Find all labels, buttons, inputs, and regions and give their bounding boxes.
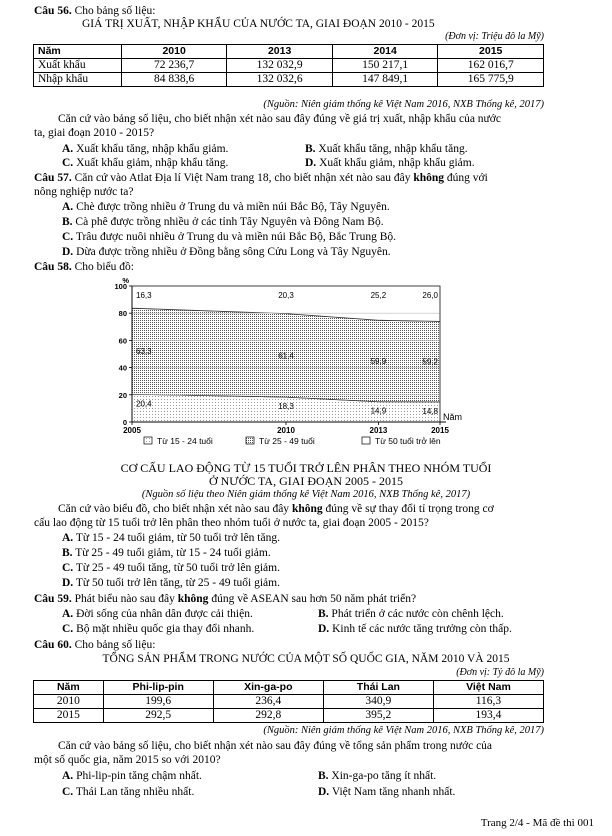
q60-table-title: TỔNG SẢN PHẨM TRONG NƯỚC CỦA MỘT SỐ QUỐC GIA, NĂM 2010 VÀ 2015	[102, 653, 510, 665]
legend-swatch	[246, 437, 254, 444]
table-header-cell: Phi-lip-pin	[103, 681, 213, 695]
y-tick-label: 20	[118, 390, 127, 400]
table-cell: 147 849,1	[332, 73, 438, 87]
q58-source: (Nguồn số liệu theo Niên giám thống kê Việt Nam 2016, NXB Thống kê, 2017)	[141, 489, 471, 500]
q60-source: (Nguồn: Niên giám thống kê Việt Nam 2016, NXB Thống kê, 2017)	[263, 725, 544, 736]
data-label: 14,9	[370, 406, 387, 416]
q56-question-line1: Căn cứ vào bảng số liệu, cho biết nhận xét nào sau đây đúng về giá trị xuất, nhập khẩu của nước	[58, 113, 501, 125]
q56-option-c[interactable]: C. Xuất khẩu giảm, nhập khẩu tăng.	[62, 157, 229, 169]
table-header-cell: Việt Nam	[433, 681, 543, 695]
y-tick-label: 100	[114, 282, 127, 291]
table-cell: 340,9	[323, 695, 433, 709]
table-header-cell: Thái Lan	[323, 681, 433, 695]
q56-stem: Câu 56. Cho bảng số liệu:	[34, 5, 156, 17]
data-label: 16,3	[136, 291, 152, 300]
q60-option-d[interactable]: D. Việt Nam tăng nhanh nhất.	[318, 786, 456, 798]
q58-question-line2: cấu lao động từ 15 tuổi trở lên phân theo nhóm tuổi ở nước ta, giai đoạn 2005 - 2015?	[34, 517, 429, 529]
q58-option-a[interactable]: A. Từ 15 - 24 tuổi giảm, từ 50 tuổi trở lên tăng.	[62, 532, 280, 544]
x-axis-label: Năm	[443, 412, 463, 422]
table-cell: 236,4	[213, 695, 323, 709]
q56-table	[33, 44, 544, 87]
legend-label: Từ 25 - 49 tuổi	[259, 436, 315, 446]
table-header-cell: Xin-ga-po	[213, 681, 323, 695]
q58-chart-title-line2: Ở NƯỚC TA, GIAI ĐOẠN 2005 - 2015	[208, 474, 404, 488]
table-cell: 395,2	[323, 709, 433, 723]
q60-option-b[interactable]: B. Xin-ga-po tăng ít nhất.	[318, 770, 437, 782]
x-tick-label: 2013	[369, 426, 388, 435]
table-cell: Nhập khẩu	[34, 73, 122, 87]
q60-table	[33, 680, 544, 723]
q56-option-d[interactable]: D. Xuất khẩu giảm, nhập khẩu giảm.	[305, 157, 475, 169]
q58-option-b[interactable]: B. Từ 25 - 49 tuổi giảm, từ 15 - 24 tuổi giảm.	[62, 547, 271, 559]
table-header-row	[34, 681, 544, 695]
table-cell: 132 032,6	[227, 73, 333, 87]
legend-label: Từ 50 tuổi trở lên	[375, 436, 441, 446]
table-header-cell: Năm	[34, 681, 104, 695]
page-footer: Trang 2/4 - Mã đề thi 001	[480, 816, 594, 829]
q59-option-a[interactable]: A. Đời sống của nhân dân được cải thiện.	[62, 608, 253, 620]
q56-question-line2: ta, giai đoạn 2010 - 2015?	[34, 127, 155, 139]
data-label: 63,3	[136, 347, 152, 357]
table-header-cell: 2013	[227, 45, 333, 59]
table-cell: 72 236,7	[121, 59, 227, 73]
table-cell: 150 217,1	[332, 59, 438, 73]
legend-swatch	[144, 437, 152, 444]
legend-label: Từ 15 - 24 tuổi	[157, 436, 213, 446]
table-cell: 2015	[34, 709, 104, 723]
q57-option-b[interactable]: B. Cà phê được trồng nhiều ở các tỉnh Tây Nguyên và Đông Nam Bộ.	[62, 216, 384, 228]
table-header-cell: Năm	[34, 45, 122, 59]
data-label: 14,8	[422, 406, 438, 416]
q59-option-d[interactable]: D. Kinh tế các nước tăng trưởng còn thấp.	[318, 623, 512, 635]
x-tick-label: 2010	[277, 426, 295, 435]
table-cell: 116,3	[433, 695, 543, 709]
y-tick-label: 60	[118, 336, 127, 346]
data-label: 18,3	[278, 402, 294, 412]
data-label: 26,0	[422, 291, 438, 300]
table-cell: 2010	[34, 695, 104, 709]
q58-question-line1: Căn cứ vào biểu đồ, cho biết nhận xét nào sau đây không đúng về sự thay đổi tỉ trọng trong cơ	[58, 503, 494, 515]
table-cell: Xuất khẩu	[34, 59, 122, 73]
table-row	[34, 73, 544, 87]
q60-question-line2: một số quốc gia, năm 2015 so với 2010?	[34, 754, 221, 766]
q56-unit: (Đơn vị: Triệu đô la Mỹ)	[445, 31, 544, 42]
q59-stem: Câu 59. Phát biểu nào sau đây không đúng về ASEAN sau hơn 50 năm phát triển?	[34, 593, 417, 605]
table-header-cell: 2014	[332, 45, 438, 59]
data-label: 59,2	[422, 357, 438, 367]
q58-area-chart	[100, 272, 500, 462]
table-header-cell: 2010	[121, 45, 227, 59]
x-tick-label: 2005	[123, 426, 141, 435]
y-tick-label: 40	[118, 363, 127, 373]
q60-option-c[interactable]: C. Thái Lan tăng nhiều nhất.	[62, 786, 195, 798]
data-label: 20,3	[278, 291, 294, 300]
table-header-cell: 2015	[438, 45, 544, 59]
q58-stem: Câu 58. Cho biểu đồ:	[34, 261, 134, 273]
q58-chart-title-line1: CƠ CẤU LAO ĐỘNG TỪ 15 TUỔI TRỞ LÊN PHÂN THEO NHÓM TUỔI	[120, 461, 492, 475]
table-cell: 199,6	[103, 695, 213, 709]
table-cell: 292,5	[103, 709, 213, 723]
q56-option-b[interactable]: B. Xuất khẩu tăng, nhập khẩu tăng.	[305, 143, 468, 155]
y-tick-label: 80	[118, 309, 127, 319]
table-row	[34, 695, 544, 709]
data-label: 61,4	[278, 351, 294, 361]
q59-option-c[interactable]: C. Bộ mặt nhiều quốc gia thay đổi nhanh.	[62, 623, 255, 635]
q58-option-c[interactable]: C. Từ 25 - 49 tuổi tăng, từ 50 tuổi trở lên giảm.	[62, 562, 280, 574]
table-cell: 292,8	[213, 709, 323, 723]
data-label: 20,4	[136, 399, 152, 409]
y-axis-label: %	[122, 276, 129, 285]
table-cell: 132 032,9	[227, 59, 333, 73]
q56-source: (Nguồn: Niên giám thống kê Việt Nam 2016, NXB Thống kê, 2017)	[263, 99, 544, 110]
data-label: 25,2	[370, 291, 387, 300]
table-cell: 193,4	[433, 709, 543, 723]
q58-option-d[interactable]: D. Từ 50 tuổi trở lên tăng, từ 25 - 49 tuổi giảm.	[62, 577, 280, 589]
q57-option-d[interactable]: D. Dừa được trồng nhiều ở Đồng bằng sông Cửu Long và Tây Nguyên.	[62, 246, 391, 258]
chart-plot	[114, 276, 462, 435]
table-row	[34, 709, 544, 723]
q57-option-c[interactable]: C. Trâu được nuôi nhiều ở Trung du và miền núi Bắc Bộ, Bắc Trung Bộ.	[62, 231, 397, 243]
q60-option-a[interactable]: A. Phi-lip-pin tăng chậm nhất.	[62, 770, 202, 782]
table-cell: 165 775,9	[438, 73, 544, 87]
x-tick-label: 2015	[431, 426, 449, 435]
q60-question-line1: Căn cứ vào bảng số liệu, cho biết nhận xét nào sau đây đúng về tổng sản phẩm trong nước của	[58, 740, 493, 752]
table-header-row	[34, 45, 544, 59]
q57-stem: Câu 57. Căn cứ vào Atlat Địa lí Việt Nam trang 18, cho biết nhận xét nào sau đây không đúng với	[34, 172, 488, 184]
q57-option-a[interactable]: A. Chè được trồng nhiều ở Trung du và miền núi Bắc Bộ, Tây Nguyên.	[62, 201, 390, 213]
chart-legend	[144, 436, 441, 446]
table-row	[34, 59, 544, 73]
table-cell: 162 016,7	[438, 59, 544, 73]
q60-stem: Câu 60. Cho bảng số liệu:	[34, 639, 156, 651]
q59-option-b[interactable]: B. Phát triển ở các nước còn chênh lệch.	[318, 608, 504, 620]
data-label: 59,9	[370, 357, 387, 367]
y-tick-label: 0	[122, 418, 127, 427]
q56-table-title: GIÁ TRỊ XUẤT, NHẬP KHẨU CỦA NƯỚC TA, GIAI ĐOẠN 2010 - 2015	[82, 18, 435, 30]
q60-unit: (Đơn vị: Tỷ đô la Mỹ)	[456, 667, 544, 678]
q56-option-a[interactable]: A. Xuất khẩu tăng, nhập khẩu giảm.	[62, 143, 229, 155]
legend-swatch	[362, 437, 370, 444]
table-cell: 84 838,6	[121, 73, 227, 87]
q57-stem-line2: nông nghiệp nước ta?	[34, 186, 134, 198]
